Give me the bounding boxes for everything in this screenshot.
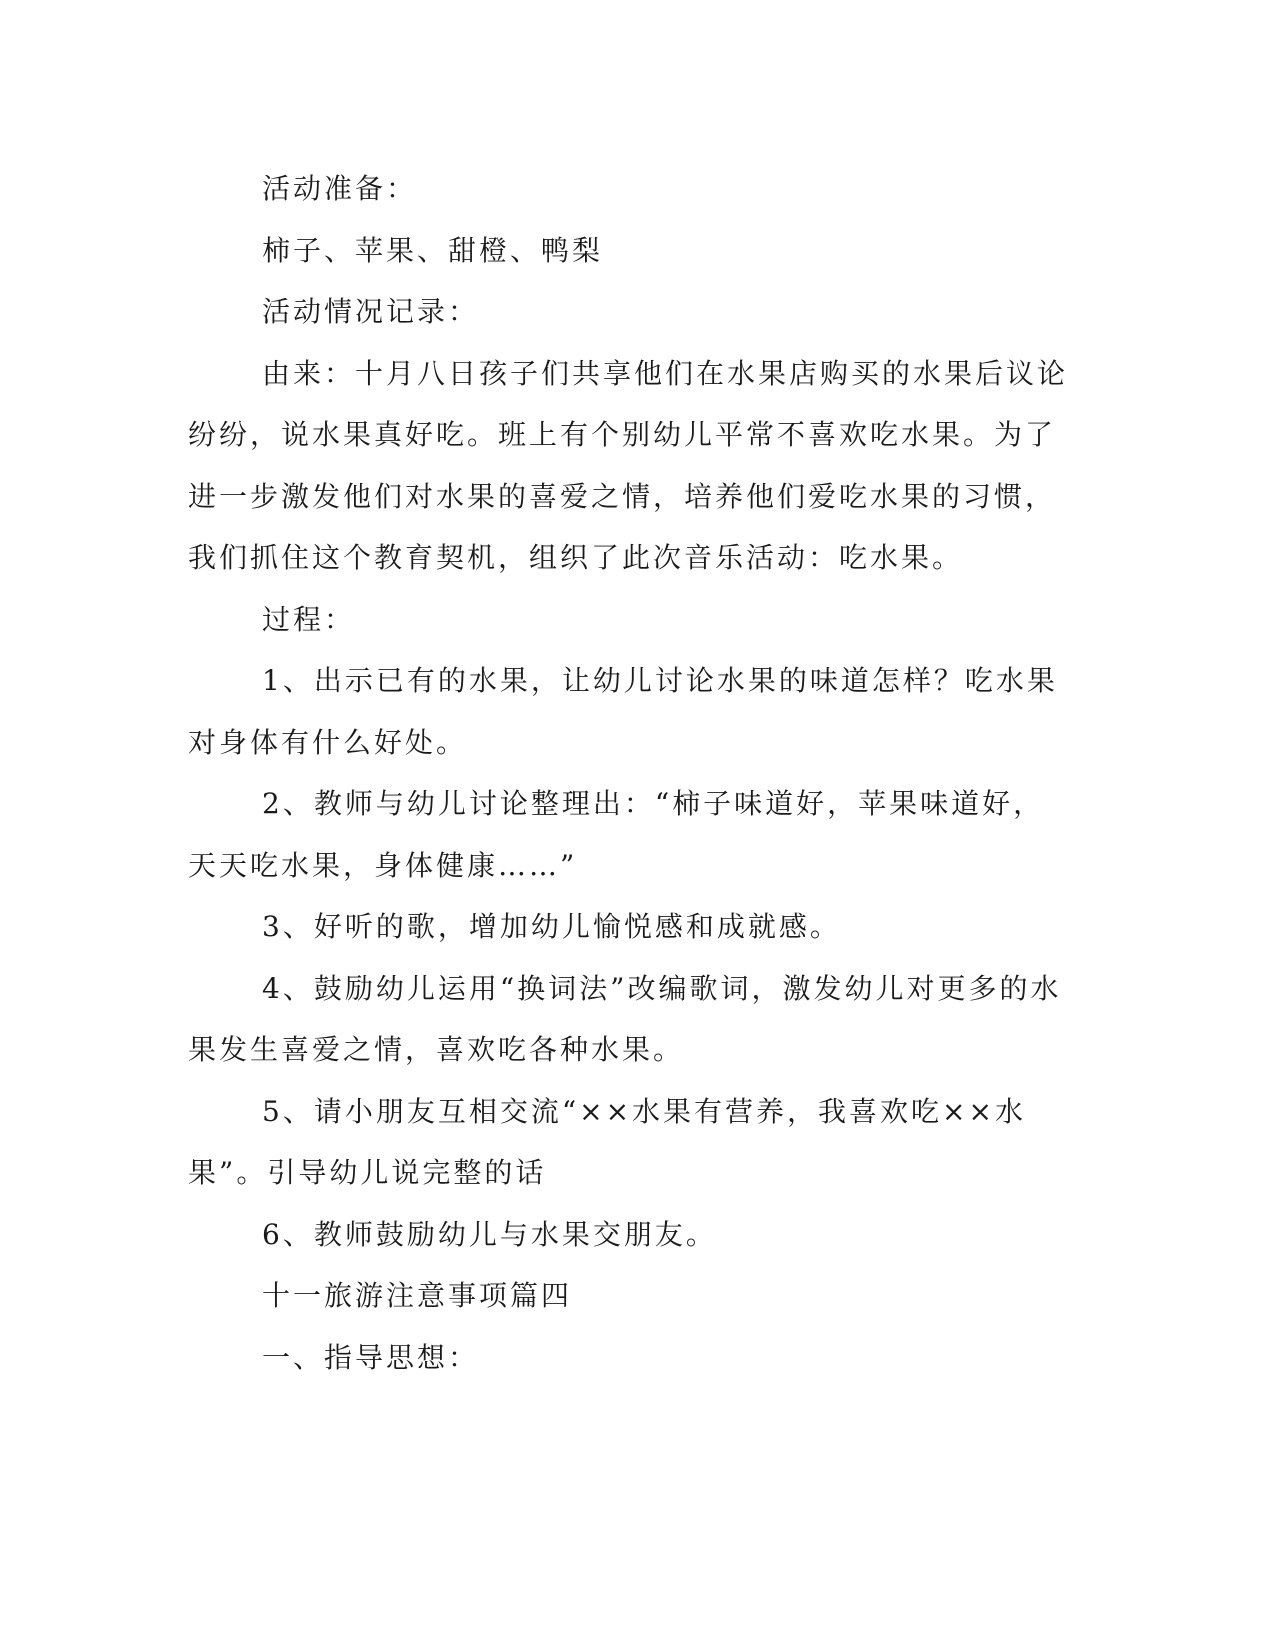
paragraph-step-2: 2、教师与幼儿讨论整理出：“柿子味道好，苹果味道好，天天吃水果，身体健康……” bbox=[188, 787, 1045, 882]
paragraph-origin: 由来：十月八日孩子们共享他们在水果店购买的水果后议论纷纷，说水果真好吃。班上有个别幼儿平常不喜欢吃水果。为了进一步激发他们对水果的喜爱之情，培养他们爱吃水果的习惯，我们抓住这个教育契机，组织了此次音乐活动：吃水果。 bbox=[188, 356, 1069, 574]
paragraph-activity-preparation: 活动准备： bbox=[262, 172, 418, 205]
document-body bbox=[188, 158, 1068, 1388]
paragraph-step-5: 5、请小朋友互相交流“××水果有营养，我喜欢吃××水果”。引导幼儿说完整的话 bbox=[188, 1094, 1026, 1189]
paragraph-guiding-thought: 一、指导思想： bbox=[262, 1340, 480, 1374]
paragraph-activity-record: 活动情况记录： bbox=[262, 295, 480, 328]
paragraph-step-4: 4、鼓励幼儿运用“换词法”改编歌词，激发幼儿对更多的水果发生喜爱之情，喜欢吃各种水果。 bbox=[188, 971, 1062, 1066]
paragraph-process: 过程： bbox=[262, 602, 356, 636]
paragraph-step-3: 3、好听的歌，增加幼儿愉悦感和成就感。 bbox=[262, 910, 841, 943]
paragraph-fruit-list: 柿子、苹果、甜橙、鸭梨 bbox=[262, 233, 604, 267]
paragraph-step-1: 1、出示已有的水果，让幼儿讨论水果的味道怎样？吃水果对身体有什么好处。 bbox=[188, 664, 1058, 759]
paragraph-step-6: 6、教师鼓励幼儿与水果交朋友。 bbox=[262, 1217, 717, 1251]
section-heading: 十一旅游注意事项篇四 bbox=[262, 1279, 573, 1312]
